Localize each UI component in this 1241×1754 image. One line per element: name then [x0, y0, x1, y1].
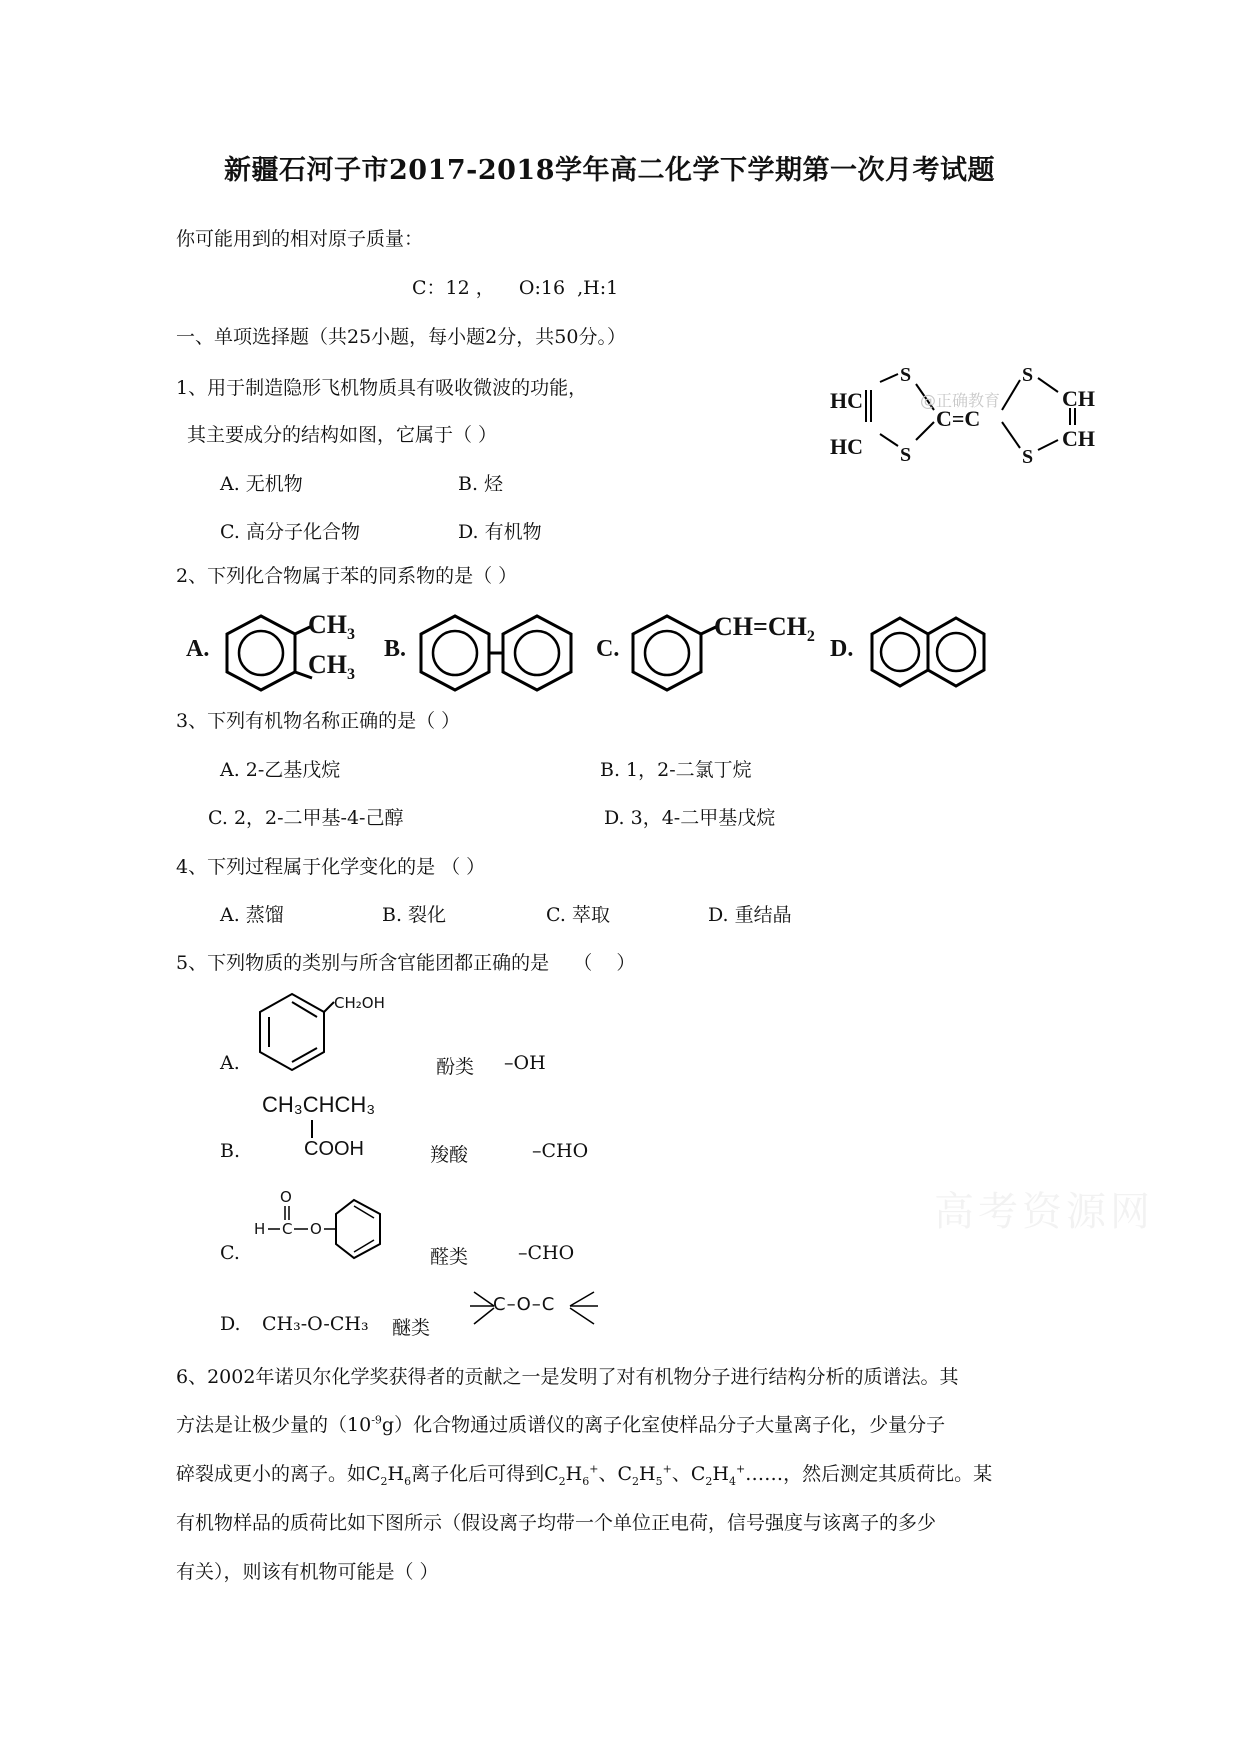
q5-c-carbonyl-o: O — [280, 1188, 292, 1206]
q6-line1: 6、2002年诺贝尔化学奖获得者的贡献之一是发明了对有机物分子进行结构分析的质谱法。其 — [176, 1366, 959, 1388]
q5-c-group: –CHO — [518, 1242, 575, 1264]
q6-line5: 有关），则该有机物可能是（ ） — [176, 1561, 439, 1583]
q5-c-class: 醛类 — [430, 1246, 469, 1268]
q2-b-biphenyl — [414, 612, 578, 694]
q2-stem: 2、下列化合物属于苯的同系物的是（ ） — [176, 565, 518, 587]
q2-a-benzene-ring — [220, 612, 302, 694]
section-heading: 一、单项选择题（共25小题，每小题2分，共50分。） — [176, 326, 626, 348]
q1-struct-s3: S — [1022, 364, 1034, 386]
q5-c-ester-o: O — [310, 1220, 322, 1238]
q1-struct-s4: S — [1022, 446, 1034, 468]
q1-option-d: D. 有机物 — [458, 521, 542, 543]
q1-struct-s2: S — [900, 444, 912, 466]
q3-option-a: A. 2-乙基戊烷 — [220, 759, 341, 781]
q2-d-naphthalene — [866, 612, 986, 694]
q1-struct-cc: C=C — [936, 406, 981, 431]
q4-stem: 4、下列过程属于化学变化的是 （ ） — [176, 856, 486, 878]
q2-c-styrene-ring — [626, 612, 726, 694]
q6-line4: 有机物样品的质荷比如下图所示（假设离子均带一个单位正电荷，信号强度与该离子的多少 — [176, 1512, 937, 1534]
page-title: 新疆石河子市2017-2018学年高二化学下学期第一次月考试题 — [224, 155, 995, 186]
q1-option-c: C. 高分子化合物 — [220, 521, 360, 543]
q6-line2: 方法是让极少量的$(10^{-9}g)$化合物通过质谱仪的离子化室使样品分子大量离子化，少量分子 — [176, 1413, 946, 1436]
q3-stem: 3、下列有机物名称正确的是（ ） — [176, 710, 461, 732]
q1-stem-line1: 1、用于制造隐形飞机物质具有吸收微波的功能， — [176, 377, 588, 399]
q5-b-class: 羧酸 — [430, 1144, 469, 1166]
q5-b-bond — [310, 1120, 314, 1140]
q1-struct-ch1: CH — [1062, 386, 1095, 411]
q2-a-ch3-top: $CH_3$ — [308, 610, 355, 644]
q1-struct-hc2: HC — [830, 434, 863, 459]
q4-option-c: C. 萃取 — [546, 904, 610, 926]
q5-b-bottom: COOH — [304, 1138, 364, 1160]
q2-option-a-label: A. — [186, 636, 210, 662]
q2-option-b-label: B. — [384, 636, 407, 662]
q1-struct-ch2: CH — [1062, 426, 1095, 451]
q2-option-d-label: D. — [830, 636, 854, 662]
q5-d-class: 醚类 — [392, 1317, 431, 1339]
q1-struct-s1: S — [900, 364, 912, 386]
q2-a-ch3-bottom: $CH_3$ — [308, 650, 355, 684]
q5-a-ch2oh: CH₂OH — [334, 994, 385, 1012]
q4-option-d: D. 重结晶 — [708, 904, 792, 926]
q2-c-vinyl: $CH=CH_2$ — [714, 612, 815, 646]
q5-b-group: –CHO — [532, 1140, 589, 1162]
q5-c-h: H — [254, 1220, 266, 1238]
q5-b-top: CH₃CHCH₃ — [262, 1092, 376, 1117]
q5-a-class: 酚类 — [436, 1056, 475, 1078]
q3-option-c: C. 2，2-二甲基-4-己醇 — [208, 807, 404, 829]
q5-c-c: C — [282, 1220, 293, 1238]
q3-option-b: B. 1，2-二氯丁烷 — [600, 759, 752, 781]
q5-a-group: –OH — [504, 1052, 546, 1074]
q1-stem-line2: 其主要成分的结构如图，它属于（ ） — [187, 424, 498, 446]
intro-text: 你可能用到的相对原子质量： — [176, 228, 424, 250]
q5-b-label: B. — [220, 1140, 241, 1162]
q3-option-d: D. 3，4-二甲基戊烷 — [604, 807, 776, 829]
q1-structure-diagram — [830, 364, 1130, 500]
q1-option-b: B. 烃 — [458, 473, 504, 495]
q5-stem: 5、下列物质的类别与所含官能团都正确的是 （ ） — [176, 952, 636, 974]
q2-option-c-label: C. — [596, 636, 620, 662]
q5-d-label: D. — [220, 1313, 241, 1335]
q4-option-b: B. 裂化 — [382, 904, 447, 926]
q5-d-structure: C–O–C — [493, 1294, 556, 1315]
background-watermark: 高考资源网 — [934, 1189, 1154, 1235]
q4-option-a: A. 蒸馏 — [220, 904, 284, 926]
q5-d-formula: CH₃-O-CH₃ — [262, 1313, 369, 1335]
q1-option-a: A. 无机物 — [220, 473, 303, 495]
q1-struct-watermark: @正确教育 — [920, 391, 1001, 410]
q5-c-ring — [254, 1196, 404, 1266]
q6-line3: 碎裂成更小的离子。如$C_2H_6$离子化后可得到$C_2H_6^+$、$C_2H_5^+$、$C_2H_4^+\dots\dots$，然后测定其质荷比。某 — [176, 1462, 993, 1488]
q1-struct-hc1: HC — [830, 388, 863, 413]
atomic-masses: C：12 ， O:16 ,H:1 — [412, 277, 619, 299]
q5-c-label: C. — [220, 1242, 240, 1264]
q5-a-label: A. — [220, 1052, 240, 1074]
